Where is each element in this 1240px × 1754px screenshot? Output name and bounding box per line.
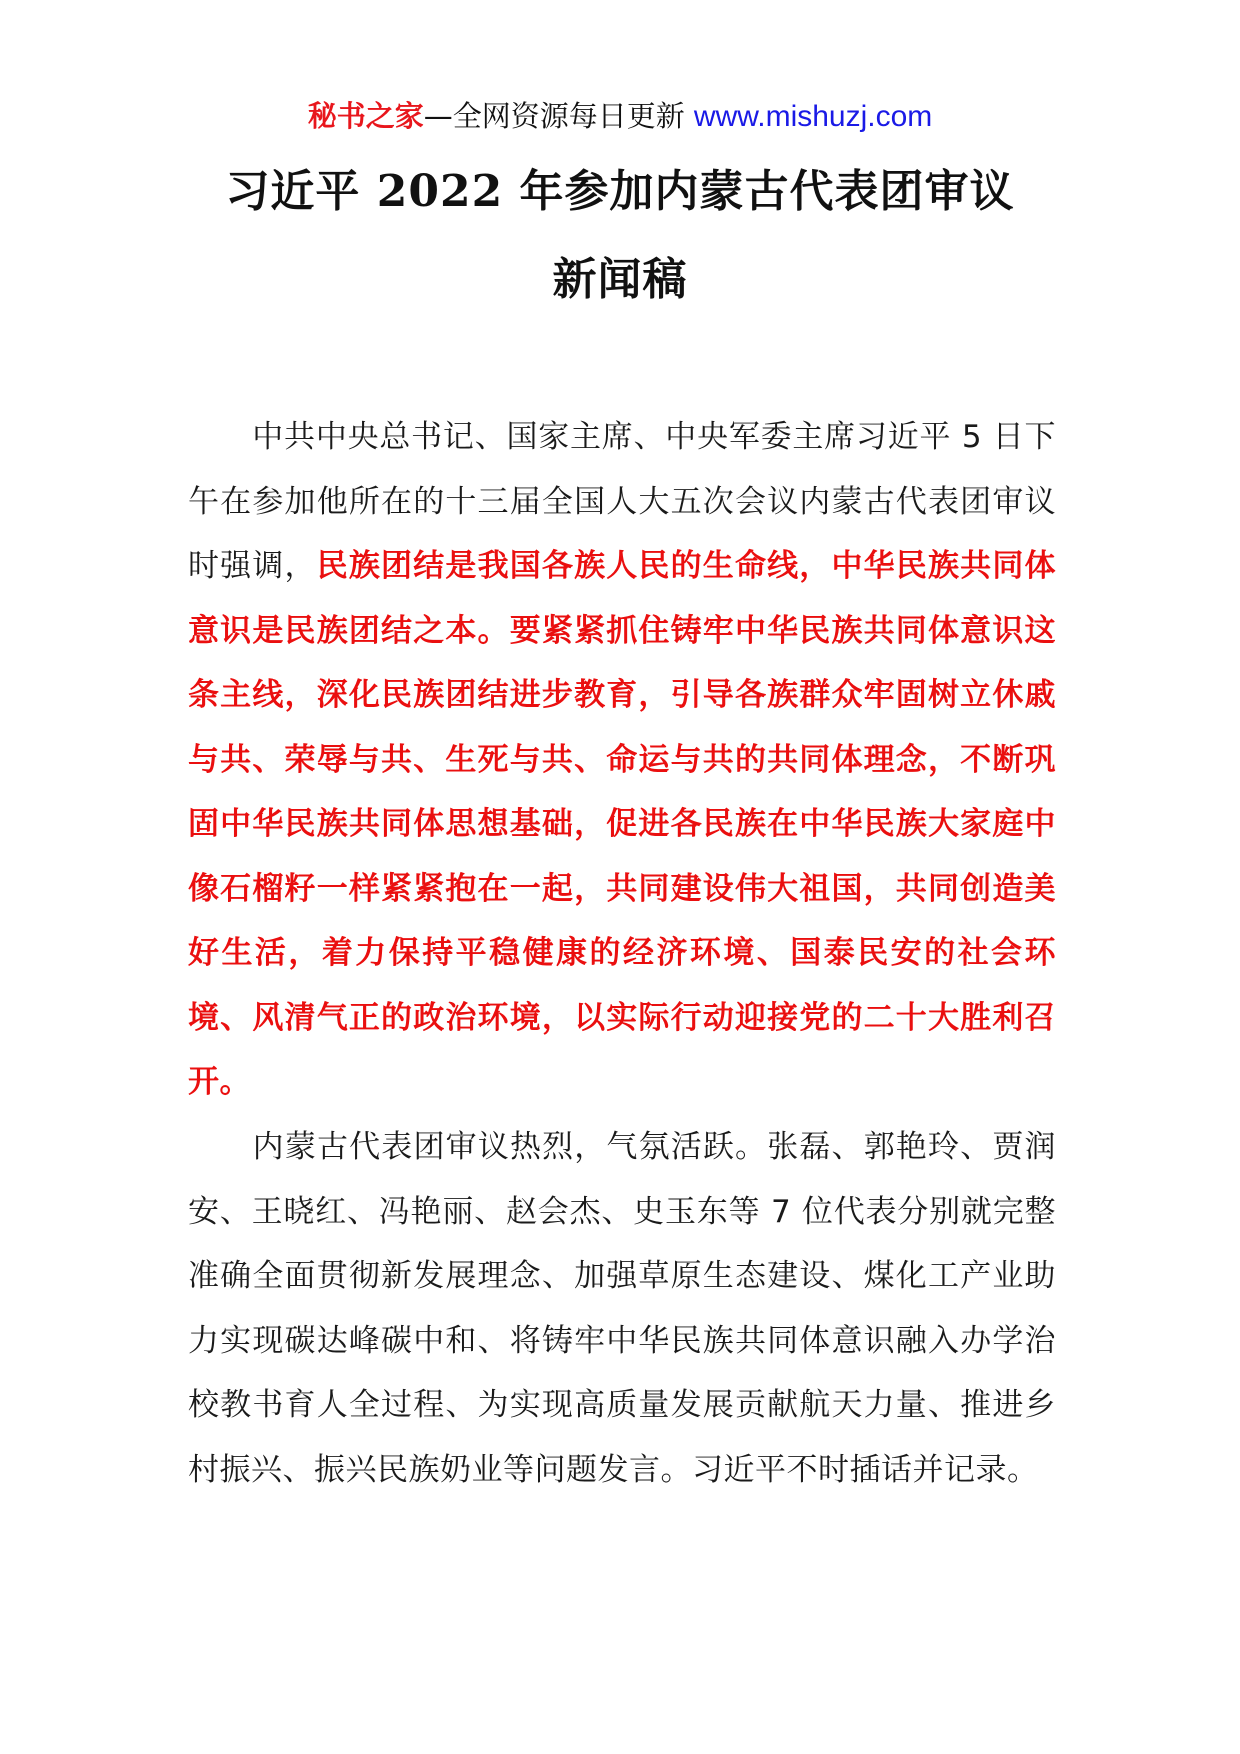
document-title-line-2: 新闻稿 <box>552 254 688 305</box>
paragraph-1-emphasis: 民族团结是我国各族人民的生命线，中华民族共同体意识是民族团结之本。要紧紧抓住铸牢中华民族共同体意识这条主线，深化民族团结进步教育，引导各族群众牢固树立休戚与共、荣辱与共、生死与共、命运与共的共同体理念，不断巩固中华民族共同体思想基础，促进各民族在中华民族大家庭中像石榴籽一样紧紧抱在一起，共同建设伟大祖国，共同创造美好生活，着力保持平稳健康的经济环境、国泰民安的社会环境、风清气正的政治环境，以实际行动迎接党的二十大胜利召开。 <box>188 548 1057 1100</box>
header-tagline: —全网资源每日更新 <box>423 99 694 133</box>
document-title-line-1: 习近平 2022 年参加内蒙古代表团审议 <box>225 166 1015 217</box>
brand-name: 秘书之家 <box>307 99 424 133</box>
paragraph-2 <box>188 1115 1056 1502</box>
site-link[interactable]: www.mishuzj.com <box>693 100 933 133</box>
site-header <box>0 98 1240 135</box>
paragraph-1-lead: 中共中央总书记、国家主席、中央军委主席习近平 5 日下午在参加他所在的十三届全国人大五次会议内蒙古代表团审议时强调， <box>188 419 1056 584</box>
paragraph-2-text: 内蒙古代表团审议热烈，气氛活跃。张磊、郭艳玲、贾润安、王晓红、冯艳丽、赵会杰、史玉东等 7 位代表分别就完整准确全面贯彻新发展理念、加强草原生态建设、煤化工产业助力实现碳达峰碳中和、将铸牢中华民族共同体意识融入办学治校教书育人全过程、为实现高质量发展贡献航天力量、推进乡村振兴、振兴民族奶业等问题发言。习近平不时插话并记录。 <box>188 1129 1056 1488</box>
paragraph-1 <box>188 405 1056 1115</box>
